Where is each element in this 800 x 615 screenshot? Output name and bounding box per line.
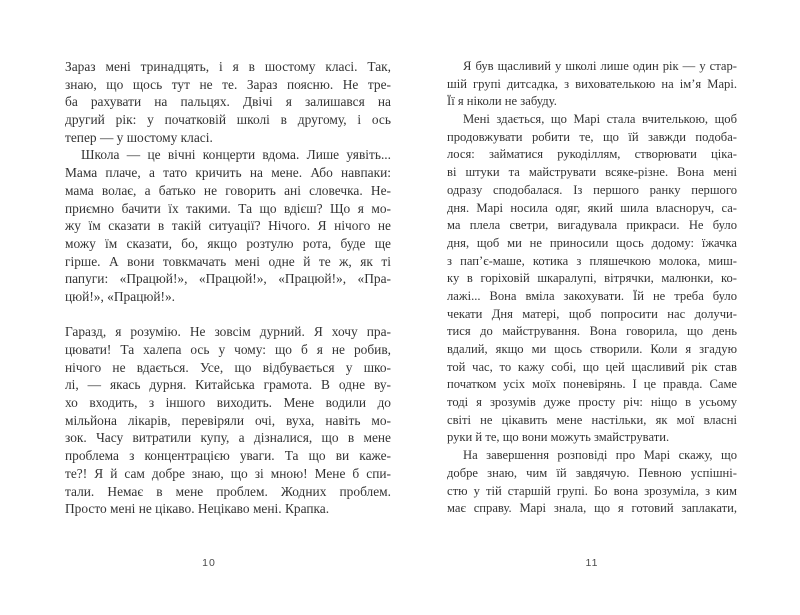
text-line: гірше. А вони товкмачать мені одне й те ж, як ті [65, 253, 391, 269]
text-line: Гаразд, я розумію. Не зовсім дурний. Я хочу пра- [65, 324, 391, 340]
text-line: те?! Я й сам добре знаю, що зі мною! Мене б спи- [65, 465, 391, 481]
text-line: світі не цікавить мене настільки, як мої власні [447, 412, 737, 427]
text-line: Зараз мені тринадцять, і я в шостому класі. Так, [65, 59, 391, 74]
text-line: На завершення розповіді про Марі скажу, що [463, 448, 737, 463]
text-line: продовжувати робити те, що їй завжди подоба- [447, 129, 737, 144]
text-line: Просто мені не цікаво. Нецікаво мені. Крапка. [65, 501, 330, 517]
text-line: одразу сподобалася. Із першого ранку першого [447, 182, 737, 197]
text-line: лажі... Вона вміла закохувати. Їй не треба було [447, 288, 737, 303]
text-line: Її я ніколи не забуду. [447, 94, 557, 109]
text-line: ку в горіховій шкаралупі, вітрячки, малюнки, ко- [447, 271, 737, 286]
page-number: 10 [202, 557, 216, 569]
text-line: тепер — у шостому класі. [65, 129, 213, 145]
text-line: Школа — це вічні концерти вдома. Лише уявіть... [81, 147, 391, 163]
page-left [65, 0, 391, 615]
text-line: лі, — якась дурня. Китайська грамота. В одне ву- [65, 377, 391, 393]
text-line: жу їм сказати в такій ситуації? Нічого. Я нічого не [65, 218, 391, 234]
text-line: Мама плаче, а тато кричить на мене. Або навпаки: [65, 165, 391, 181]
text-line: той час, то кажу собі, що цей щасливий рік став [447, 359, 737, 374]
text-line: вдалий, якщо ми щось створили. Коли я згадую [447, 342, 737, 356]
text-line: тоді я зрозумів дуже просту річ: ніщо в усьому [447, 395, 737, 410]
text-line: шій групі дитсадка, з вихователькою на ім’я Марі. [447, 76, 737, 91]
text-line: дня, щоб ми не приносили щось додому: їжачка [447, 235, 737, 250]
text-line: цюй!», «Працюй!». [65, 288, 176, 304]
text-line: приємно бачити їх такими. Та що вдієш? Що я мо- [65, 200, 391, 216]
text-line: цювати! Та халепа ось у чому: що б я не робив, [65, 342, 391, 357]
text-line: ба рахувати на пальцях. Двічі я залишався на [65, 94, 391, 110]
text-line: нічого не вдається. Усе, що відбувається у шко- [65, 359, 391, 375]
text-line: лося: займатися рукоділлям, створювати ціка- [447, 147, 737, 162]
text-line: добре знаю, чим їй завдячую. Певною успішні- [447, 465, 737, 480]
page-text [447, 58, 737, 518]
page-text [65, 58, 391, 518]
text-line: другий рік: у початковій школі в другому, і ось [65, 112, 391, 128]
text-line: хо входить, з іншого виходить. Мене водили до [65, 395, 391, 411]
text-line: чекати Дня матері, щоб попросити нас долучи- [447, 306, 737, 321]
text-line: Я був щасливий у школі лише один рік — у стар- [463, 59, 737, 73]
text-line: стю у тій старшій групі. Бо вона зрозуміла, з ким [447, 483, 737, 498]
text-line: початком усіх моїх поневірянь. І це правда. Саме [447, 377, 737, 392]
text-line: з пап’є-маше, котика з пляшечкою молока, миш- [447, 253, 737, 268]
text-line: мама волає, а батько не говорить ані словечка. Не- [65, 182, 391, 198]
text-line: зок. Часу витратили купу, а дізналися, що в мене [65, 430, 391, 446]
page-number: 11 [585, 557, 599, 569]
page-right [447, 0, 737, 615]
text-line: руки й те, що вони можуть змайструвати. [447, 430, 670, 445]
text-line: дня. Марі носила одяг, який шила власноруч, са- [447, 200, 737, 215]
text-line: можу їм сказати, бо, якщо розтулю рота, буде ще [65, 235, 391, 251]
text-line: ві штуки та майструвати всяке-різне. Вона мені [447, 165, 737, 180]
text-line: тали. Немає в мене проблем. Жодних проблем. [65, 483, 391, 499]
text-line: мільйона лікарів, перевіряли очі, вуха, навіть мо- [65, 412, 391, 428]
text-line: має справу. Марі знала, що я готовий заплакати, [447, 501, 737, 516]
text-line: знаю, що щось тут не те. Зараз поясню. Не тре- [65, 76, 391, 92]
text-line: Мені здається, що Марі стала вчителькою, щоб [463, 112, 737, 127]
text-line: проблема з концентрацією уваги. Та що ви каже- [65, 448, 391, 464]
text-line: папуги: «Працюй!», «Працюй!», «Працюй!», «Пра- [65, 271, 391, 287]
text-line: ма плела светри, вигадувала прикраси. Не було [447, 218, 737, 233]
text-line: тися до майстрування. Вона говорила, що день [447, 324, 737, 339]
